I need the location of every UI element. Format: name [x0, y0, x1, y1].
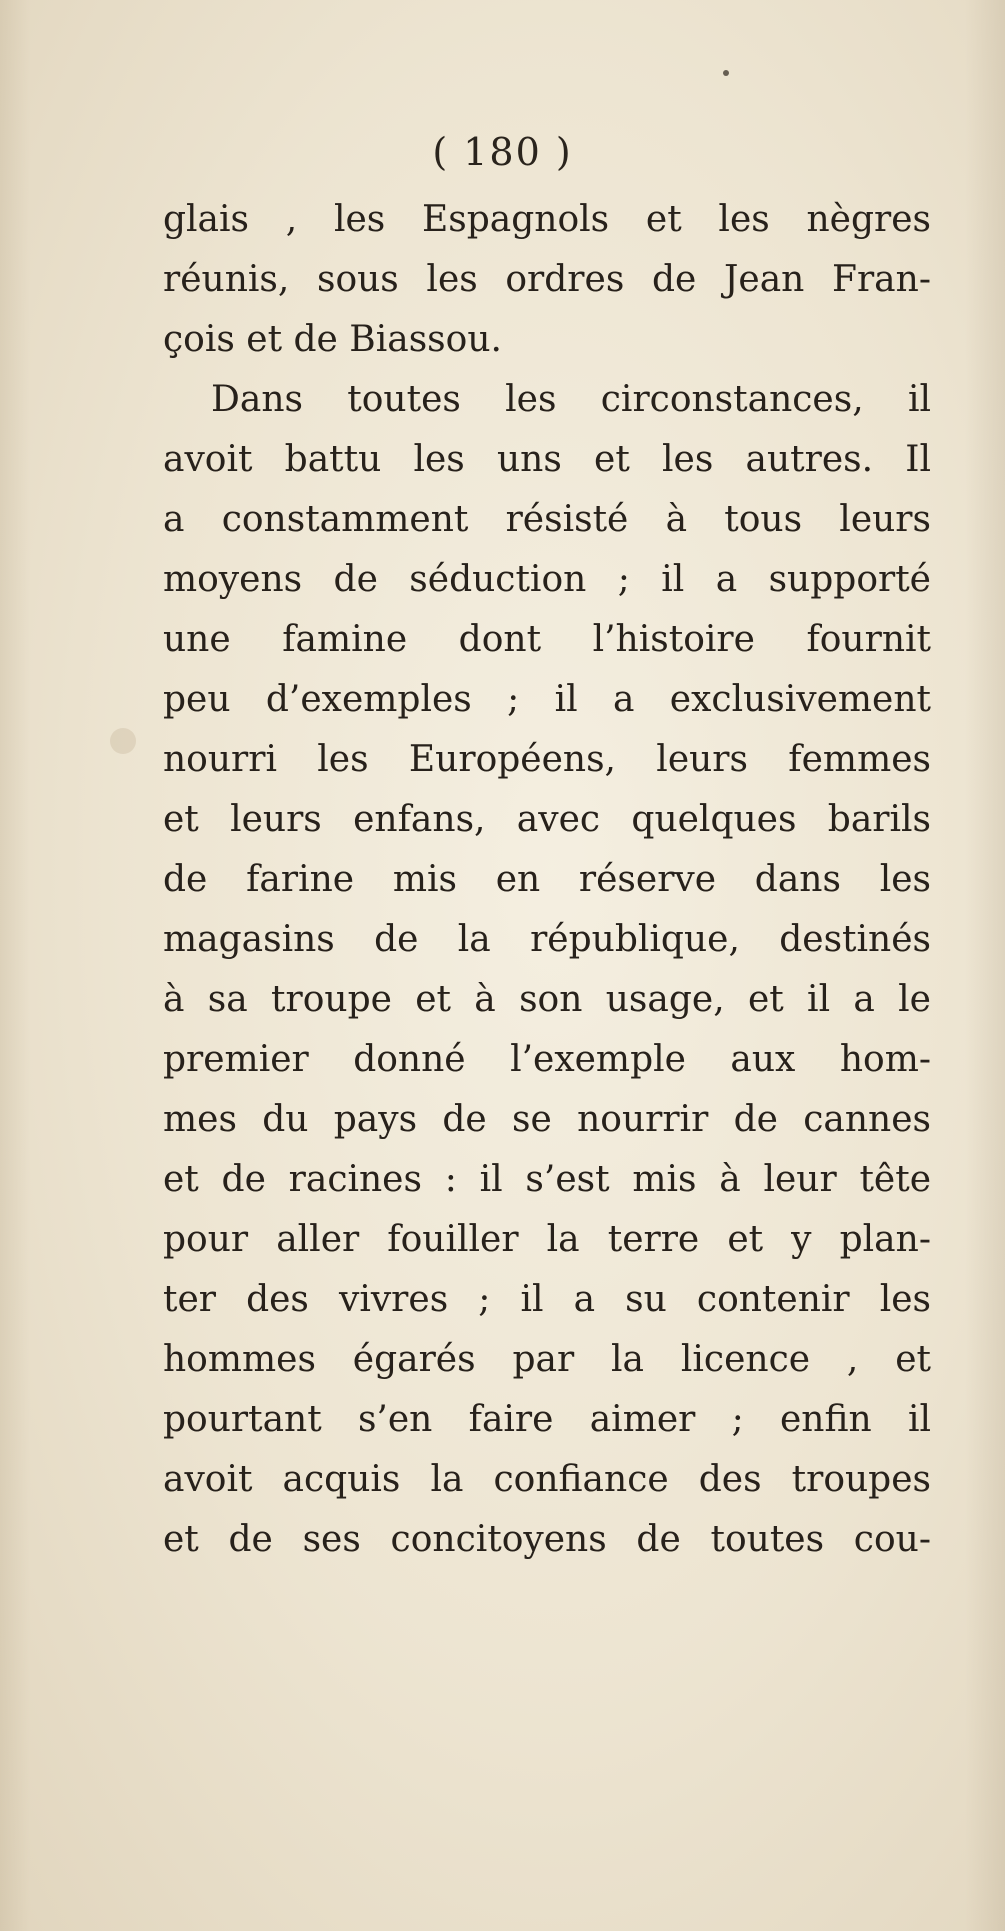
text-line: hommes égarés par la licence , et [163, 1339, 931, 1380]
text-line: mes du pays de se nourrir de cannes [163, 1099, 931, 1140]
text-line: de farine mis en réserve dans les [163, 859, 931, 900]
text-line: glais , les Espagnols et les nègres [163, 199, 931, 240]
text-line: à sa troupe et à son usage, et il a le [163, 979, 931, 1020]
page-left-shadow [0, 0, 30, 1931]
text-line: pourtant s’en faire aimer ; enfin il [163, 1399, 931, 1440]
body-text [163, 190, 931, 1570]
text-line: a constamment résisté à tous leurs [163, 499, 931, 540]
ink-speck [723, 70, 729, 76]
text-line: peu d’exemples ; il a exclusivement [163, 679, 931, 720]
text-line: pour aller fouiller la terre et y plan- [163, 1219, 931, 1260]
text-line: premier donné l’exemple aux hom- [163, 1039, 931, 1080]
page-number: ( 180 ) [432, 130, 573, 174]
text-line: une famine dont l’histoire fournit [163, 619, 931, 660]
text-line: et de ses concitoyens de toutes cou- [163, 1519, 931, 1560]
paper-stain [110, 728, 136, 754]
text-line: et de racines : il s’est mis à leur tête [163, 1159, 931, 1200]
text-line: et leurs enfans, avec quelques barils [163, 799, 931, 840]
text-line: réunis, sous les ordres de Jean Fran- [163, 259, 931, 300]
text-line: ter des vivres ; il a su contenir les [163, 1279, 931, 1320]
text-line: avoit battu les uns et les autres. Il [163, 439, 931, 480]
text-line: moyens de séduction ; il a supporté [163, 559, 931, 600]
text-line: çois et de Biassou. [163, 319, 502, 360]
text-line: magasins de la république, destinés [163, 919, 931, 960]
text-line: avoit acquis la confiance des troupes [163, 1459, 931, 1500]
page-right-shadow [965, 0, 1005, 1931]
text-line: Dans toutes les circonstances, il [211, 379, 931, 420]
text-line: nourri les Européens, leurs femmes [163, 739, 931, 780]
